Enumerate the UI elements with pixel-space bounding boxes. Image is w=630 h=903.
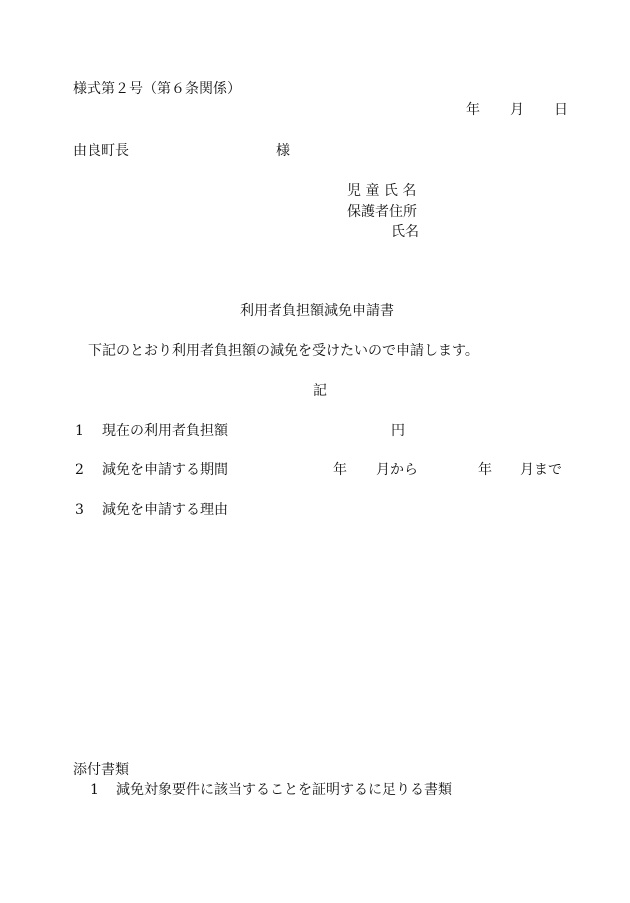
child-name-label: 児 童 氏 名 — [347, 183, 417, 199]
item-1-label: 現在の利用者負担額 — [102, 423, 228, 439]
date-day-label: 日 — [554, 102, 568, 118]
guardian-address-label: 保護者住所 — [347, 204, 417, 220]
item-1-unit: 円 — [391, 423, 405, 439]
attachment-1-text: 減免対象要件に該当することを証明するに足りる書類 — [116, 782, 452, 798]
item-2-number: 2 — [75, 462, 84, 478]
addressee-name: 由良町長 — [73, 143, 129, 159]
document-title: 利用者負担額減免申請書 — [240, 303, 394, 319]
attachment-1-number: 1 — [90, 782, 99, 798]
item-2-to-month: 月まで — [520, 462, 562, 478]
item-1-number: 1 — [75, 423, 84, 439]
intro-text: 下記のとおり利用者負担額の減免を受けたいので申請します。 — [88, 343, 479, 359]
item-2-from-month: 月から — [376, 462, 418, 478]
date-month-label: 月 — [510, 102, 524, 118]
attachments-heading: 添付書類 — [73, 762, 129, 778]
item-2-from-year: 年 — [333, 462, 347, 478]
date-year-label: 年 — [466, 102, 480, 118]
item-2-label: 減免を申請する期間 — [102, 462, 228, 478]
form-number: 様式第２号（第６条関係） — [73, 81, 241, 97]
guardian-name-label: 氏名 — [391, 224, 419, 240]
addressee-honorific: 様 — [276, 143, 290, 159]
item-3-label: 減免を申請する理由 — [102, 502, 228, 518]
item-2-to-year: 年 — [478, 462, 492, 478]
ki-label: 記 — [313, 383, 327, 399]
item-3-number: 3 — [75, 502, 84, 518]
